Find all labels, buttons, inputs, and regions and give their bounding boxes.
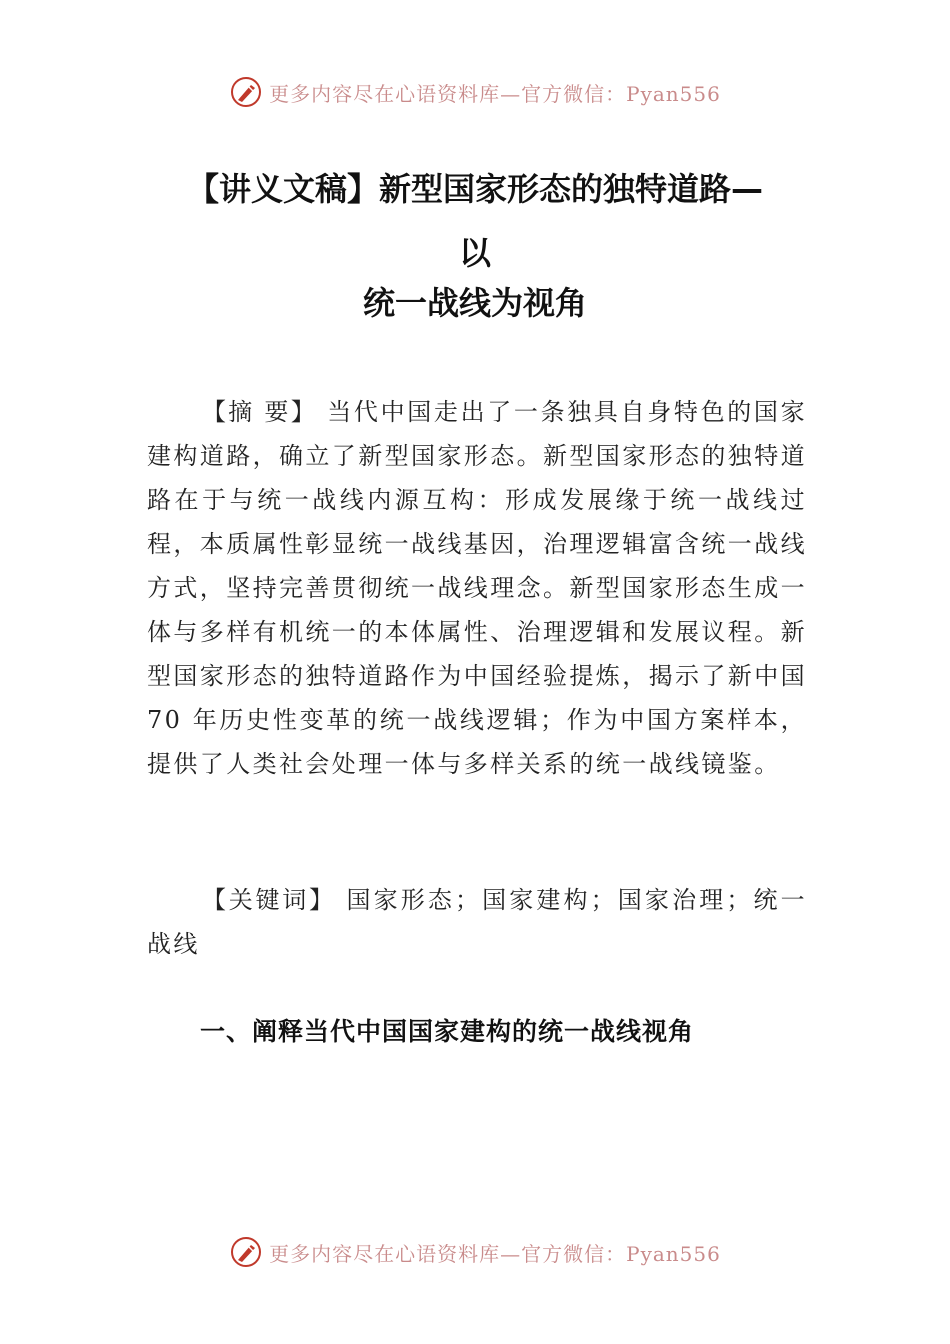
document-title-line-2: 以 xyxy=(458,234,491,272)
document-title-line-3: 统一战线为视角 xyxy=(362,284,587,322)
keywords-paragraph xyxy=(147,878,807,966)
abstract-text: 当代中国走出了一条独具自身特色的国家建构道路，确立了新型国家形态。新型国家形态的独特道路在于与统一战线内源互构：形成发展缘于统一战线过程，本质属性彰显统一战线基因，治理逻辑富含统一战线方式，坚持完善贯彻统一战线理念。新型国家形态生成一体与多样有机统一的本体属性、治理逻辑和发展议程。新型国家形态的独特道路作为中国经验提炼，揭示了新中国 70 年历史性变革的统一战线逻辑；作为中国方案样本，提供了人类社会处理一体与多样关系的统一战线镜鉴。 xyxy=(147,398,807,778)
header-watermark xyxy=(0,72,950,112)
abstract-label: 【摘 要】 xyxy=(202,398,317,426)
abstract-paragraph xyxy=(147,390,807,786)
document-title-line-1: 【讲义文稿】新型国家形态的独特道路— xyxy=(186,170,763,208)
keywords-text: 国家形态；国家建构；国家治理；统一战线 xyxy=(147,886,808,958)
keywords-label: 【关键词】 xyxy=(202,886,336,914)
pen-logo-icon xyxy=(229,1235,263,1269)
watermark-text: 更多内容尽在心语资料库—官方微信：Pyan556 xyxy=(269,1241,721,1266)
footer-watermark xyxy=(0,1232,950,1272)
watermark-text: 更多内容尽在心语资料库—官方微信：Pyan556 xyxy=(269,81,721,106)
section-heading: 一、阐释当代中国国家建构的统一战线视角 xyxy=(200,1017,695,1046)
pen-logo-icon xyxy=(229,75,263,109)
